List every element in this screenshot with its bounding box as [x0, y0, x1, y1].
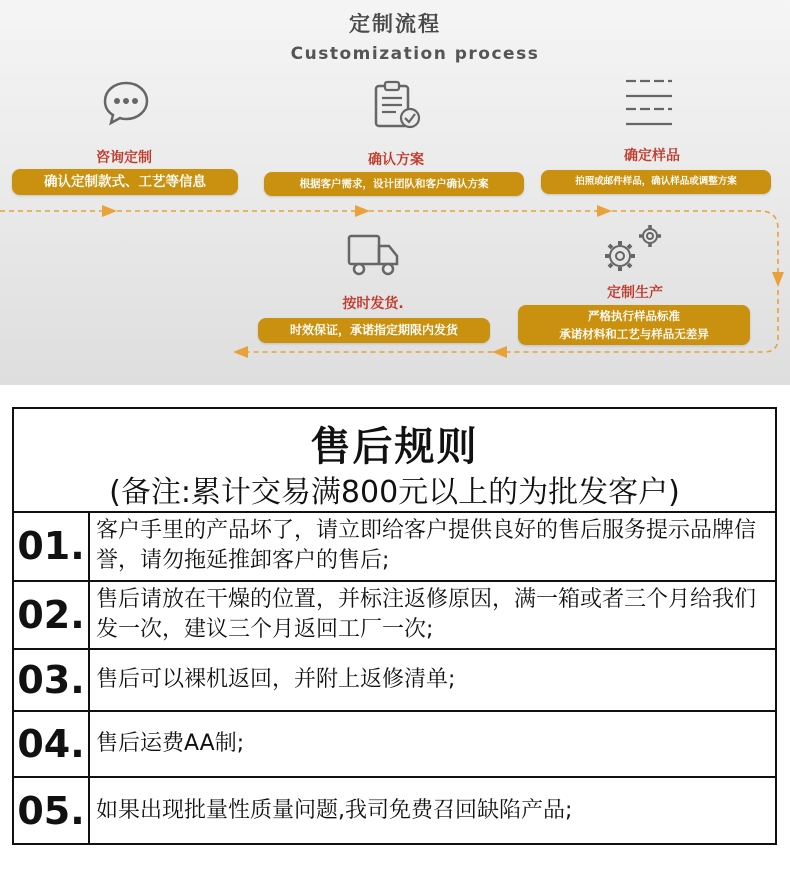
step-label-confirm-sample: 确定样品	[624, 148, 680, 164]
rule-row	[14, 712, 775, 778]
step-desc-confirm-plan: 根据客户需求，设计团队和客户确认方案	[264, 172, 524, 196]
step-label-ship: 按时发货.	[342, 296, 404, 312]
step-desc-ship: 时效保证，承诺指定期限内发货	[258, 318, 490, 343]
rule-row	[14, 650, 775, 712]
step-label-consult: 咨询定制	[96, 150, 152, 166]
step-desc-consult: 确认定制款式、工艺等信息	[12, 169, 238, 195]
rule-text: 如果出现批量性质量问题,我司免费召回缺陷产品;	[96, 797, 573, 823]
rule-text: 售后可以裸机返回，并附上返修清单;	[96, 667, 456, 692]
rule-row	[14, 778, 775, 843]
step-desc-production	[518, 305, 750, 345]
rule-number: 03.	[14, 650, 90, 710]
truck-icon	[346, 230, 402, 284]
step-label-confirm-plan: 确认方案	[368, 152, 424, 168]
process-title: 定制流程	[349, 12, 441, 36]
menu-lines-icon	[624, 76, 676, 136]
flow-arrow	[102, 205, 117, 217]
rule-number: 02.	[14, 582, 90, 648]
step-label-production: 定制生产	[607, 285, 663, 301]
rule-text: 售后运费AA制;	[96, 731, 245, 756]
flow-arrow	[597, 205, 612, 217]
rule-text: 售后请放在干燥的位置，并标注返修原因，满一箱或者三个月给我们发一次，建议三个月返回工厂一次;	[96, 587, 757, 642]
rule-row	[14, 511, 775, 582]
step-desc-production-line2: 承诺材料和工艺与样品无差异	[559, 327, 709, 341]
step-desc-confirm-sample: 拍照或邮件样品，确认样品或调整方案	[541, 170, 771, 194]
process-subtitle: Customization process	[290, 44, 540, 64]
rules-header	[14, 409, 775, 513]
rules-note: (备注:累计交易满800元以上的为批发客户)	[109, 475, 680, 510]
rule-row	[14, 582, 775, 650]
rule-number: 01.	[14, 511, 90, 580]
step-desc-production-line1: 严格执行样品标准	[588, 309, 680, 323]
flow-arrow	[492, 346, 507, 358]
gears-icon	[590, 222, 670, 282]
after-sales-rules-table	[12, 407, 777, 845]
rule-text: 客户手里的产品坏了，请立即给客户提供良好的售后服务提示品牌信誉，请勿拖延推卸客户的售后;	[96, 517, 757, 573]
rule-number: 04.	[14, 712, 90, 776]
customization-process-panel	[0, 0, 790, 385]
clipboard-check-icon	[372, 80, 424, 136]
rules-title: 售后规则	[310, 424, 479, 470]
flow-arrow	[772, 272, 784, 287]
chat-bubble-icon	[102, 80, 150, 130]
flow-arrow	[355, 205, 370, 217]
flow-arrow	[233, 346, 248, 358]
rule-number: 05.	[14, 778, 90, 843]
